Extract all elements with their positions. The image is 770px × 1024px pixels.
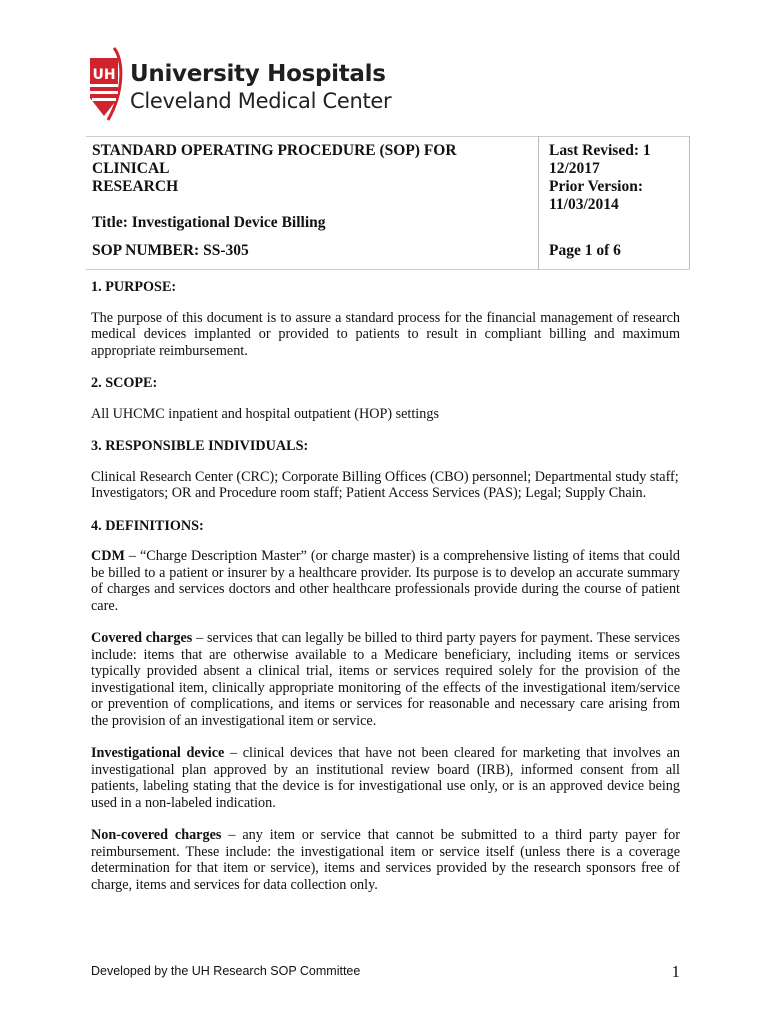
uh-logo [86,44,392,124]
document-body [91,279,680,909]
sop-header-table [86,136,690,270]
scope-text: All UHCMC inpatient and hospital outpatient (HOP) settings [91,405,439,422]
last-revised-label: Last Revised: 1 [549,142,651,159]
definitions-heading: 4. DEFINITIONS: [91,517,204,534]
logo-line1: University Hospitals [130,61,386,87]
scope-heading: 2. SCOPE: [91,375,158,391]
responsible-text: Clinical Research Center (CRC); Corporate Billing Offices (CBO) personnel; Departmental study staff; Investigators; OR and Procedure room staff; Patient Access Services (PAS); Legal; Supply Chain. [91,468,679,501]
definition-term: Investigational device [91,745,225,761]
page-footer [91,962,680,981]
uh-mark-text: UH [92,67,116,83]
sop-title-line2: RESEARCH [92,178,179,195]
prior-version-label: Prior Version: [549,178,643,195]
revision-cell [539,137,690,237]
definition-cdm [91,548,680,614]
definition-text: – clinical devices that have not been cleared for marketing that involves an investigational plan approved by an institutional review board (IRB), informed consent from all patients, labeling stating that the device is for investigational use only, or is an approved device being used in a non-labeled indication. [91,745,680,811]
definition-text: – “Charge Description Master” (or charge master) is a comprehensive listing of items that could be billed to a patient or insurer by a healthcare provider. Its purpose is to develop an accurate summary of charges and services doctors and other healthcare professionals provide during the course of patient care. [91,548,680,614]
definition-non-covered-charges [91,827,680,893]
definition-text: – any item or service that cannot be submitted to a third party payer for reimbursement. These include: the investigational item or service itself (unless there is a coverage determination for that item or service), items and services provided by the research sponsors free of charge, items and services for data collection only. [91,827,680,893]
definition-term: Non-covered charges [91,827,222,843]
page-count: Page 1 of 6 [539,236,690,270]
definition-text: – services that can legally be billed to third party payers for payment. These services include: items that are otherwise available to a Medicare beneficiary, including items or services typically provided absent a clinical trial, items or services required solely for the provision of the investigational item, clinically appropriate monitoring of the effects of the investigational item/service or prevention of complications, and items or services for reasonable and necessary care arising from the provision of an investigational item or service. [91,630,680,729]
last-revised-date: 12/2017 [549,160,600,177]
footer-committee: Developed by the UH Research SOP Committee [91,964,361,978]
doc-title: Title: Investigational Device Billing [92,214,326,231]
definition-covered-charges [91,630,680,729]
definition-investigational-device [91,745,680,811]
definition-term: Covered charges [91,630,193,646]
sop-title-cell [86,137,539,237]
footer-page-number: 1 [671,962,680,981]
prior-version-date: 11/03/2014 [549,196,619,213]
definition-term: CDM [91,548,125,564]
sop-title-line1: STANDARD OPERATING PROCEDURE (SOP) FOR CLINICAL [92,142,457,177]
purpose-text: The purpose of this document is to assure a standard process for the financial management of research medical devices implanted or provided to patients to result in compliant billing and maximum appropriate reimbursement. [91,309,680,359]
logo-line2: Cleveland Medical Center [130,89,392,113]
uh-logo-icon [86,46,126,122]
sop-number: SOP NUMBER: SS-305 [86,236,539,270]
purpose-heading: 1. PURPOSE: [91,279,177,295]
responsible-heading: 3. RESPONSIBLE INDIVIDUALS: [91,438,309,454]
